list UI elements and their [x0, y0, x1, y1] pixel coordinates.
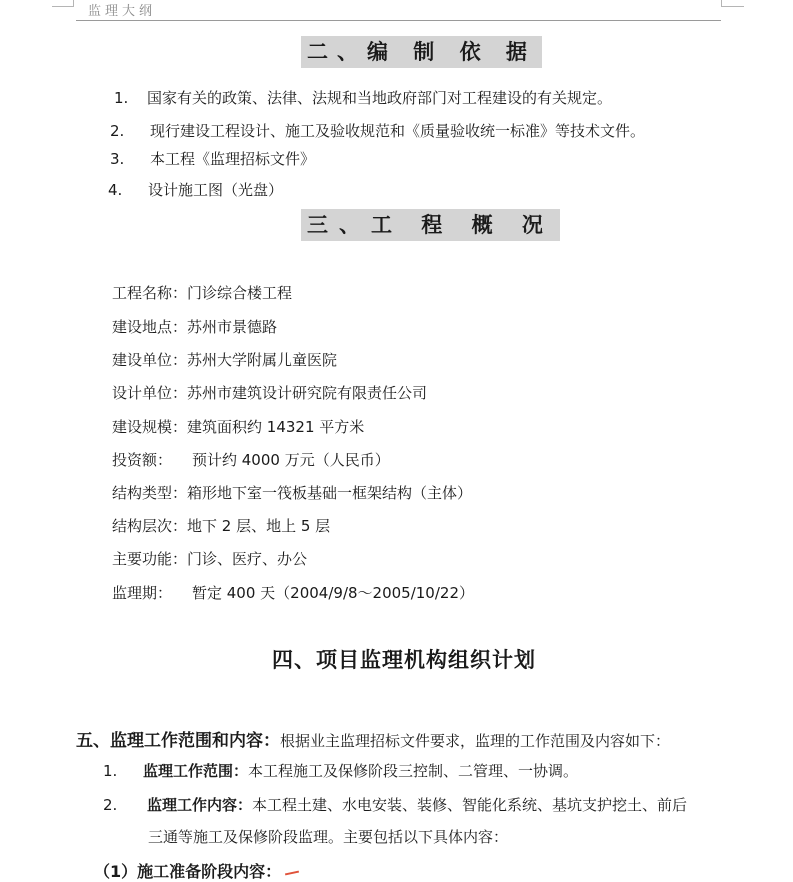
scope-item-1 — [103, 760, 578, 781]
page-corner-mark — [73, 0, 74, 7]
info-label: 工程名称： — [112, 284, 188, 302]
project-info-row — [112, 549, 307, 569]
basis-item-text: 国家有关的政策、法律、法规和当地政府部门对工程建设的有关规定。 — [147, 89, 613, 107]
info-label: 设计单位： — [112, 384, 188, 402]
info-value: 苏州市建筑设计研究院有限责任公司 — [187, 384, 428, 402]
info-value: 门诊综合楼工程 — [187, 284, 293, 302]
info-value: 地下 2 层、地上 5 层 — [187, 517, 331, 535]
header-divider — [76, 20, 721, 21]
basis-item-3 — [110, 149, 315, 169]
project-info-row — [112, 317, 277, 337]
section-3-title: 三、工 程 概 况 — [301, 209, 560, 241]
info-label: 主要功能： — [112, 550, 188, 568]
scope-item-text: 本工程施工及保修阶段三控制、二管理、一协调。 — [248, 762, 579, 780]
project-info-row — [112, 417, 364, 437]
info-value: 箱形地下室一筏板基础一框架结构（主体） — [187, 484, 473, 502]
basis-item-text: 现行建设工程设计、施工及验收规范和《质量验收统一标准》等技术文件。 — [150, 122, 646, 140]
scope-item-2 — [103, 794, 687, 815]
section-5-intro: 根据业主监理招标文件要求，监理的工作范围及内容如下： — [280, 732, 671, 750]
scope-item-2-continuation: 三通等施工及保修阶段监理。主要包括以下具体内容： — [148, 828, 509, 846]
info-label: 建设地点： — [112, 318, 188, 336]
info-label: 结构类型： — [112, 484, 188, 502]
page-corner-mark — [722, 6, 744, 7]
scope-item-label: 监理工作内容： — [147, 796, 253, 814]
info-label: 建设规模： — [112, 418, 188, 436]
page-header: 监理大纲 — [88, 4, 157, 19]
basis-item-text: 本工程《监理招标文件》 — [150, 150, 316, 168]
basis-item-text: 设计施工图（光盘） — [148, 181, 284, 199]
info-label: 建设单位： — [112, 351, 188, 369]
basis-item-number: 3. — [110, 150, 125, 168]
info-value: 苏州大学附属儿童医院 — [187, 351, 338, 369]
info-value: 苏州市景德路 — [187, 318, 278, 336]
section-4-title: 四、项目监理机构组织计划 — [272, 648, 536, 672]
scope-item-number: 2. — [103, 796, 118, 814]
red-annotation-mark — [285, 871, 299, 876]
project-info-row — [112, 450, 390, 470]
basis-item-number: 1. — [114, 89, 129, 107]
info-value: 建筑面积约 14321 平方米 — [187, 418, 365, 436]
project-info-row — [112, 350, 337, 370]
project-info-row — [112, 383, 427, 403]
section-5-heading: 五、监理工作范围和内容： — [76, 731, 280, 751]
basis-item-1 — [114, 88, 612, 108]
project-info-row — [112, 483, 472, 503]
basis-item-4 — [108, 180, 283, 200]
info-label: 结构层次： — [112, 517, 188, 535]
info-value: 预计约 4000 万元（人民币） — [192, 451, 390, 469]
info-value: 门诊、医疗、办公 — [187, 550, 308, 568]
basis-item-number: 4. — [108, 181, 123, 199]
info-label: 监理期： — [112, 584, 173, 602]
scope-item-text: 本工程土建、水电安装、装修、智能化系统、基坑支护挖土、前后 — [252, 796, 688, 814]
section-5-heading-line — [76, 726, 670, 751]
section-2-title: 二、编 制 依 据 — [301, 36, 542, 68]
page-corner-mark — [721, 0, 722, 7]
info-label: 投资额： — [112, 451, 173, 469]
scope-item-label: 监理工作范围： — [143, 762, 249, 780]
info-value: 暂定 400 天（2004/9/8～2005/10/22） — [192, 584, 474, 602]
project-info-row — [112, 283, 292, 303]
basis-item-2 — [110, 121, 645, 141]
page-corner-mark — [52, 6, 74, 7]
basis-item-number: 2. — [110, 122, 125, 140]
project-info-row — [112, 516, 330, 536]
project-info-row — [112, 583, 474, 603]
scope-item-number: 1. — [103, 762, 118, 780]
subsection-heading: （1）施工准备阶段内容： — [94, 862, 282, 881]
